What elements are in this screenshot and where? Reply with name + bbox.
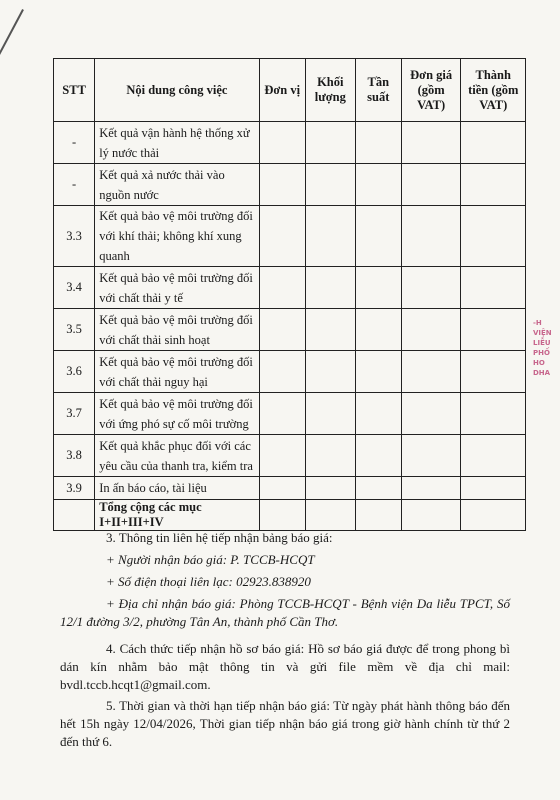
cell-unit xyxy=(259,435,305,477)
row-stt: 3.8 xyxy=(54,435,95,477)
row-stt: - xyxy=(54,122,95,164)
row-content: Kết quả khắc phục đối với các yêu cầu của thanh tra, kiểm tra xyxy=(95,435,259,477)
deadline-section xyxy=(60,697,510,751)
row-content: Kết quả bảo vệ môi trường đối với chất thải nguy hại xyxy=(95,351,259,393)
cell-frequency xyxy=(355,477,401,500)
cell-quantity xyxy=(305,164,355,206)
cell-quantity xyxy=(305,309,355,351)
cell-quantity xyxy=(305,267,355,309)
table-row xyxy=(54,164,526,206)
cell-unit-price xyxy=(401,267,461,309)
cell-unit-price xyxy=(401,164,461,206)
cell-amount xyxy=(461,500,526,531)
cell-unit xyxy=(259,351,305,393)
cell-quantity xyxy=(305,206,355,267)
phone-line: + Số điện thoại liên lạc: 02923.838920 xyxy=(106,574,311,589)
cell-amount xyxy=(461,309,526,351)
header-content: Nội dung công việc xyxy=(95,59,259,122)
cell-amount xyxy=(461,393,526,435)
table-row xyxy=(54,267,526,309)
cell-unit-price xyxy=(401,351,461,393)
cell-amount xyxy=(461,435,526,477)
stamp-text-line: PHỐ xyxy=(533,349,550,357)
row-content: Kết quả bảo vệ môi trường đối với ứng phó sự cố môi trường xyxy=(95,393,259,435)
table-row xyxy=(54,351,526,393)
cell-amount xyxy=(461,206,526,267)
row-stt: 3.4 xyxy=(54,267,95,309)
stamp-text-line: HO xyxy=(533,359,545,367)
table-row xyxy=(54,309,526,351)
cell-unit xyxy=(259,393,305,435)
cell-frequency xyxy=(355,435,401,477)
row-content: Kết quả xả nước thải vào nguồn nước xyxy=(95,164,259,206)
contact-section xyxy=(60,529,510,631)
row-stt: 3.9 xyxy=(54,477,95,500)
cell-frequency xyxy=(355,206,401,267)
table-row xyxy=(54,122,526,164)
row-content: Kết quả bảo vệ môi trường đối với chất thải sinh hoạt xyxy=(95,309,259,351)
cell-unit-price xyxy=(401,309,461,351)
row-stt: 3.5 xyxy=(54,309,95,351)
row-content: Kết quả bảo vệ môi trường đối với chất thải y tế xyxy=(95,267,259,309)
cell-amount xyxy=(461,477,526,500)
header-amount: Thành tiền (gồm VAT) xyxy=(461,59,526,122)
cell-frequency xyxy=(355,164,401,206)
section-3-heading: 3. Thông tin liên hệ tiếp nhận bảng báo giá: xyxy=(106,530,333,545)
cell-quantity xyxy=(305,477,355,500)
cell-unit xyxy=(259,206,305,267)
cell-quantity xyxy=(305,500,355,531)
cell-amount xyxy=(461,164,526,206)
address-line: + Địa chỉ nhận báo giá: Phòng TCCB-HCQT - Bệnh viện Da liễu TPCT, Số 12/1 đường 3/2, phường Tân An, thành phố Cần Thơ. xyxy=(60,596,510,629)
stamp-text-line: VIỆN xyxy=(533,329,552,337)
table-row xyxy=(54,206,526,267)
header-unit-price: Đơn giá (gồm VAT) xyxy=(401,59,461,122)
row-content: Kết quả vận hành hệ thống xử lý nước thải xyxy=(95,122,259,164)
table-row xyxy=(54,393,526,435)
cell-frequency xyxy=(355,393,401,435)
row-stt: 3.6 xyxy=(54,351,95,393)
header-frequency: Tần suất xyxy=(355,59,401,122)
cell-frequency xyxy=(355,267,401,309)
cell-quantity xyxy=(305,122,355,164)
section-4-text: 4. Cách thức tiếp nhận hồ sơ báo giá: Hồ sơ báo giá được để trong phong bì dán kín nhằm bảo mật thông tin và gửi file mềm về địa chỉ mail: bvdl.tccb.hcqt1@gmail.com. xyxy=(60,641,510,692)
row-stt: 3.7 xyxy=(54,393,95,435)
cell-frequency xyxy=(355,309,401,351)
stamp-text-line: DHA xyxy=(533,369,551,377)
cell-frequency xyxy=(355,122,401,164)
page-edge-mark xyxy=(0,9,24,63)
cell-frequency xyxy=(355,351,401,393)
cell-unit xyxy=(259,500,305,531)
cell-unit-price xyxy=(401,435,461,477)
cell-quantity xyxy=(305,435,355,477)
cell-unit xyxy=(259,164,305,206)
row-content: In ấn báo cáo, tài liệu xyxy=(95,477,259,500)
cell-unit xyxy=(259,309,305,351)
recipient-line: + Người nhận báo giá: P. TCCB-HCQT xyxy=(106,552,315,567)
cell-quantity xyxy=(305,351,355,393)
section-5-text: 5. Thời gian và thời hạn tiếp nhận báo giá: Từ ngày phát hành thông báo đến hết 15h ngày 12/04/2026, Thời gian tiếp nhận báo giá trong giờ hành chính từ thứ 2 đến thứ 6. xyxy=(60,698,510,749)
submission-method-section xyxy=(60,640,510,694)
header-stt: STT xyxy=(54,59,95,122)
cell-unit xyxy=(259,267,305,309)
cell-unit-price xyxy=(401,500,461,531)
cell-unit-price xyxy=(401,206,461,267)
official-stamp xyxy=(533,318,560,408)
header-quantity: Khối lượng xyxy=(305,59,355,122)
cell-amount xyxy=(461,267,526,309)
total-label: Tổng cộng các mục I+II+III+IV xyxy=(95,500,259,531)
row-stt: - xyxy=(54,164,95,206)
quotation-table xyxy=(53,58,526,531)
cell-unit xyxy=(259,122,305,164)
cell-quantity xyxy=(305,393,355,435)
cell-frequency xyxy=(355,500,401,531)
stamp-text-line: LIỄU xyxy=(533,339,551,347)
cell-unit-price xyxy=(401,477,461,500)
table-row xyxy=(54,477,526,500)
cell-unit-price xyxy=(401,122,461,164)
row-stt: 3.3 xyxy=(54,206,95,267)
total-stt xyxy=(54,500,95,531)
row-content: Kết quả bảo vệ môi trường đối với khí thải; không khí xung quanh xyxy=(95,206,259,267)
table-total-row xyxy=(54,500,526,531)
header-unit: Đơn vị xyxy=(259,59,305,122)
cell-amount xyxy=(461,122,526,164)
cell-amount xyxy=(461,351,526,393)
table-row xyxy=(54,435,526,477)
stamp-text-line: -H xyxy=(533,319,542,327)
cell-unit-price xyxy=(401,393,461,435)
table-header-row xyxy=(54,59,526,122)
cell-unit xyxy=(259,477,305,500)
